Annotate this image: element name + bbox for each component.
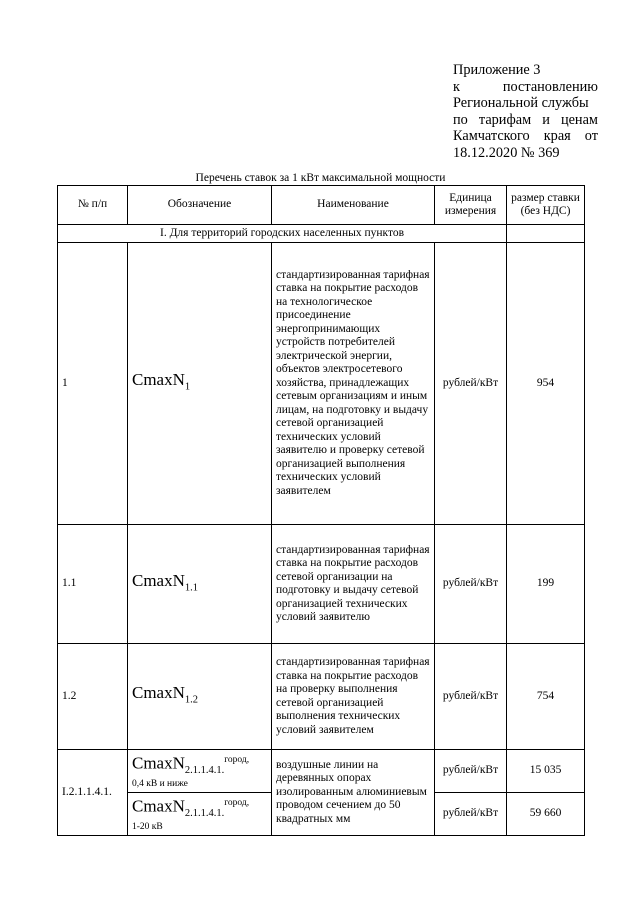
- row-rate: 15 035: [507, 750, 585, 793]
- header-rate: размер ставки (без НДС): [507, 186, 585, 225]
- appendix-line-2: к постановлению: [453, 78, 598, 95]
- table-row: [58, 525, 585, 644]
- appendix-title: Приложение 3: [453, 62, 541, 78]
- row-designation: CmaxN$_{1.2}$: [128, 644, 272, 750]
- row-rate: 954: [507, 243, 585, 525]
- row-designation: CmaxN$_1$: [128, 243, 272, 525]
- row-name: стандартизированная тарифная ставка на покрытие расходов на технологическое присоединение энергопринимающих устройств потребителей электрической энергии, объектов электросетевого хозяйства, принадлежащих сетевым организациям и иным лицам, на подготовку и выдачу сетевой организацией технических условий заявителю и проверку сетевой организацией выполнения технических условий заявителем: [272, 243, 435, 525]
- header-designation: Обозначение: [128, 186, 272, 225]
- row-designation: CmaxN$_{2.1.1.4.1.}^{город,}$ 1-20 кВ: [128, 793, 272, 836]
- header-num: № п/п: [58, 186, 128, 225]
- appendix-line-3: Региональной службы: [453, 95, 589, 111]
- row-unit: рублей/кВт: [435, 750, 507, 793]
- row-number: 1.2: [58, 644, 128, 750]
- section-row: [58, 225, 585, 243]
- row-unit: рублей/кВт: [435, 525, 507, 644]
- row-rate: 199: [507, 525, 585, 644]
- row-designation: CmaxN$_{2.1.1.4.1.}^{город,}$ 0,4 кВ и ниже: [128, 750, 272, 793]
- header-unit: Единица измерения: [435, 186, 507, 225]
- group-name: воздушные линии на деревянных опорах изолированным алюминиевым проводом сечением до 50 квадратных мм: [272, 750, 435, 836]
- appendix-date: 18.12.2020 № 369: [453, 144, 560, 161]
- row-name: стандартизированная тарифная ставка на покрытие расходов на проверку выполнения сетевой организацией выполнения технических условий заявителем: [272, 644, 435, 750]
- row-name: стандартизированная тарифная ставка на покрытие расходов сетевой организации на подготовку и выдачу сетевой организацией технических условий заявителю: [272, 525, 435, 644]
- row-unit: рублей/кВт: [435, 793, 507, 836]
- group-number: I.2.1.1.4.1.: [58, 750, 128, 836]
- header-name: Наименование: [272, 186, 435, 225]
- row-unit: рублей/кВт: [435, 243, 507, 525]
- row-rate: 754: [507, 644, 585, 750]
- appendix-header: [453, 62, 598, 161]
- row-unit: рублей/кВт: [435, 644, 507, 750]
- section-empty-cell: [507, 225, 585, 243]
- section-heading: I. Для территорий городских населенных пунктов: [58, 225, 507, 243]
- table-header-row: [58, 186, 585, 225]
- table-row: [58, 750, 585, 793]
- row-rate: 59 660: [507, 793, 585, 836]
- appendix-line-5: Камчатского края от: [453, 128, 598, 144]
- table-row: [58, 243, 585, 525]
- row-number: 1: [58, 243, 128, 525]
- appendix-line-4: по тарифам и ценам: [453, 111, 598, 128]
- row-designation: CmaxN$_{1.1}$: [128, 525, 272, 644]
- row-number: 1.1: [58, 525, 128, 644]
- rates-table: [57, 185, 585, 836]
- table-title: Перечень ставок за 1 кВт максимальной мощности: [195, 172, 446, 184]
- table-row: [58, 644, 585, 750]
